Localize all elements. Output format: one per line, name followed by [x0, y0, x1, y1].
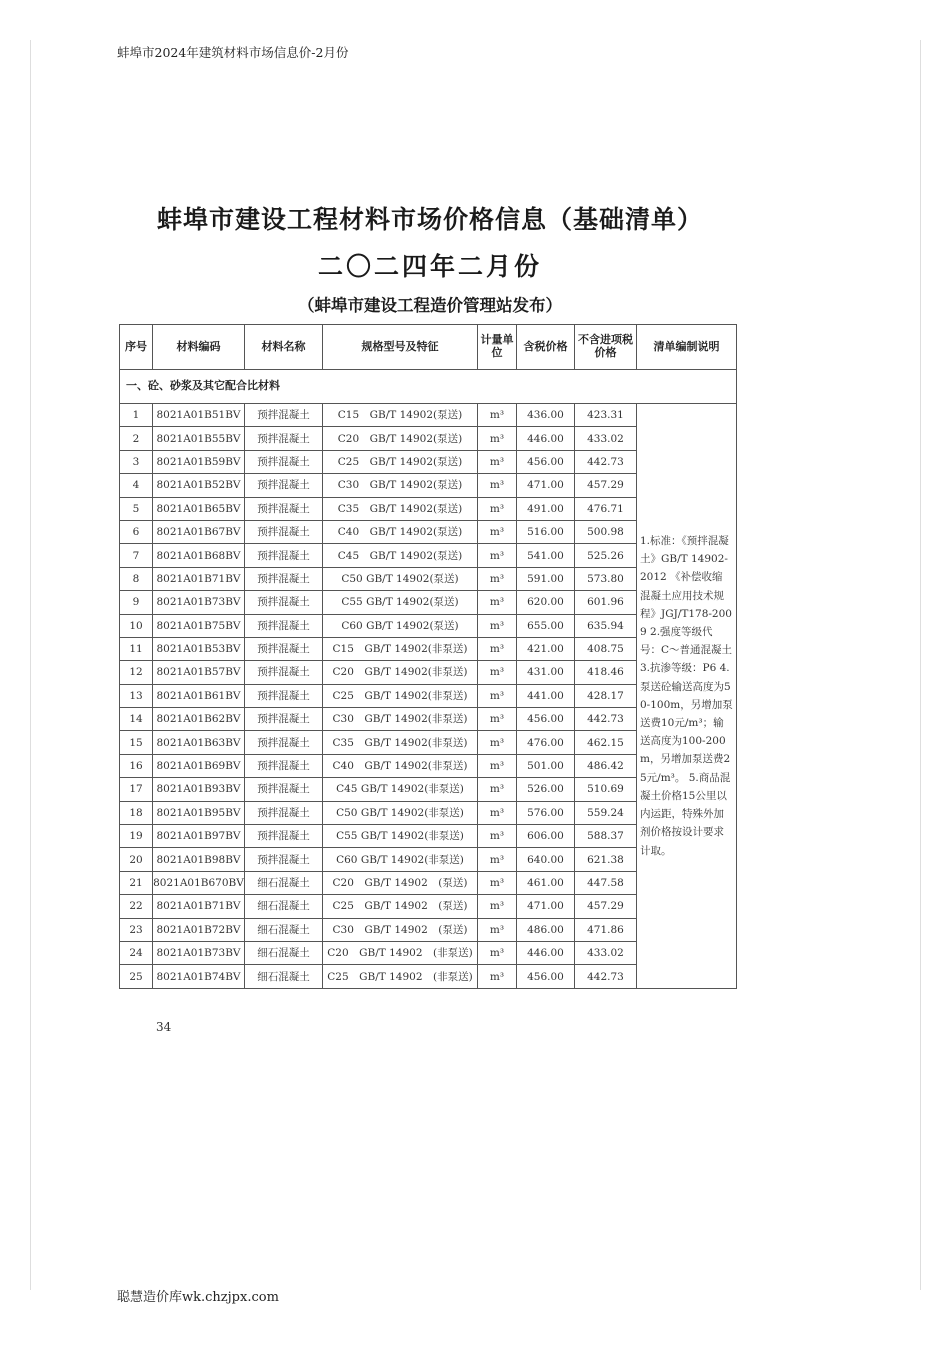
- row-price-notax: 621.38: [575, 848, 637, 871]
- row-name: 预拌混凝土: [245, 404, 323, 427]
- row-price-notax: 471.86: [575, 918, 637, 941]
- row-name: 预拌混凝土: [245, 544, 323, 567]
- row-seq: 13: [120, 684, 153, 707]
- row-price-notax: 635.94: [575, 614, 637, 637]
- row-spec: C40 GB/T 14902(泵送): [323, 520, 478, 543]
- row-name: 预拌混凝土: [245, 497, 323, 520]
- row-price-notax: 442.73: [575, 450, 637, 473]
- row-seq: 7: [120, 544, 153, 567]
- document-title: [0, 200, 950, 236]
- row-price-notax: 476.71: [575, 497, 637, 520]
- row-seq: 14: [120, 708, 153, 731]
- row-seq: 12: [120, 661, 153, 684]
- row-unit: m³: [478, 801, 517, 824]
- row-name: 预拌混凝土: [245, 450, 323, 473]
- row-price-tax: 446.00: [517, 427, 575, 450]
- row-spec: C50 GB/T 14902(非泵送): [323, 801, 478, 824]
- row-spec: C25 GB/T 14902 (非泵送): [323, 965, 478, 988]
- row-code: 8021A01B57BV: [153, 661, 245, 684]
- row-seq: 19: [120, 825, 153, 848]
- row-price-notax: 442.73: [575, 965, 637, 988]
- row-name: 预拌混凝土: [245, 801, 323, 824]
- row-seq: 5: [120, 497, 153, 520]
- row-spec: C45 GB/T 14902(泵送): [323, 544, 478, 567]
- row-unit: m³: [478, 754, 517, 777]
- header-price-tax: 含税价格: [517, 325, 575, 370]
- row-unit: m³: [478, 497, 517, 520]
- row-code: 8021A01B65BV: [153, 497, 245, 520]
- row-seq: 4: [120, 474, 153, 497]
- row-spec: C35 GB/T 14902(非泵送): [323, 731, 478, 754]
- row-price-tax: 471.00: [517, 474, 575, 497]
- row-name: 预拌混凝土: [245, 848, 323, 871]
- row-spec: C25 GB/T 14902(非泵送): [323, 684, 478, 707]
- row-name: 预拌混凝土: [245, 614, 323, 637]
- row-spec: C20 GB/T 14902(泵送): [323, 427, 478, 450]
- row-price-tax: 491.00: [517, 497, 575, 520]
- running-header: 蚌埠市2024年建筑材料市场信息价-2月份: [117, 45, 349, 60]
- row-name: 细石混凝土: [245, 918, 323, 941]
- row-unit: m³: [478, 918, 517, 941]
- row-price-tax: 446.00: [517, 941, 575, 964]
- row-name: 预拌混凝土: [245, 825, 323, 848]
- row-price-tax: 471.00: [517, 895, 575, 918]
- row-spec: C30 GB/T 14902(泵送): [323, 474, 478, 497]
- row-unit: m³: [478, 614, 517, 637]
- row-unit: m³: [478, 591, 517, 614]
- row-unit: m³: [478, 684, 517, 707]
- row-unit: m³: [478, 708, 517, 731]
- row-name: 细石混凝土: [245, 965, 323, 988]
- row-spec: C30 GB/T 14902 (泵送): [323, 918, 478, 941]
- row-code: 8021A01B97BV: [153, 825, 245, 848]
- row-price-notax: 462.15: [575, 731, 637, 754]
- header-unit: 计量单位: [478, 325, 517, 370]
- row-seq: 3: [120, 450, 153, 473]
- row-price-tax: 591.00: [517, 567, 575, 590]
- row-name: 细石混凝土: [245, 895, 323, 918]
- row-unit: m³: [478, 871, 517, 894]
- row-price-tax: 501.00: [517, 754, 575, 777]
- row-spec: C20 GB/T 14902 (泵送): [323, 871, 478, 894]
- row-unit: m³: [478, 965, 517, 988]
- row-code: 8021A01B69BV: [153, 754, 245, 777]
- table-header-row: [120, 325, 737, 370]
- row-seq: 18: [120, 801, 153, 824]
- row-price-notax: 447.58: [575, 871, 637, 894]
- row-price-tax: 461.00: [517, 871, 575, 894]
- row-name: 预拌混凝土: [245, 684, 323, 707]
- row-spec: C45 GB/T 14902(非泵送): [323, 778, 478, 801]
- row-price-tax: 456.00: [517, 708, 575, 731]
- row-unit: m³: [478, 778, 517, 801]
- row-price-tax: 620.00: [517, 591, 575, 614]
- row-code: 8021A01B73BV: [153, 941, 245, 964]
- row-name: 预拌混凝土: [245, 567, 323, 590]
- row-spec: C55 GB/T 14902(非泵送): [323, 825, 478, 848]
- row-seq: 24: [120, 941, 153, 964]
- row-unit: m³: [478, 404, 517, 427]
- row-price-notax: 433.02: [575, 941, 637, 964]
- row-code: 8021A01B55BV: [153, 427, 245, 450]
- table-row: [120, 404, 737, 427]
- row-price-notax: 457.29: [575, 895, 637, 918]
- row-unit: m³: [478, 520, 517, 543]
- row-seq: 9: [120, 591, 153, 614]
- row-unit: m³: [478, 825, 517, 848]
- row-seq: 11: [120, 637, 153, 660]
- row-price-notax: 457.29: [575, 474, 637, 497]
- row-code: 8021A01B51BV: [153, 404, 245, 427]
- document-title-text: 蚌埠市建设工程材料市场价格信息（基础清单）: [156, 205, 703, 234]
- row-code: 8021A01B93BV: [153, 778, 245, 801]
- row-name: 细石混凝土: [245, 941, 323, 964]
- header-price-notax: 不含进项税价格: [575, 325, 637, 370]
- page-number: 34: [156, 1020, 172, 1034]
- row-unit: m³: [478, 637, 517, 660]
- row-code: 8021A01B75BV: [153, 614, 245, 637]
- row-name: 预拌混凝土: [245, 708, 323, 731]
- row-price-notax: 486.42: [575, 754, 637, 777]
- row-seq: 20: [120, 848, 153, 871]
- row-code: 8021A01B53BV: [153, 637, 245, 660]
- row-code: 8021A01B95BV: [153, 801, 245, 824]
- header-seq: 序号: [120, 325, 153, 370]
- row-code: 8021A01B74BV: [153, 965, 245, 988]
- row-spec: C35 GB/T 14902(泵送): [323, 497, 478, 520]
- row-price-notax: 433.02: [575, 427, 637, 450]
- row-seq: 6: [120, 520, 153, 543]
- section-title: 一、砼、砂浆及其它配合比材料: [120, 370, 737, 404]
- row-code: 8021A01B98BV: [153, 848, 245, 871]
- row-price-tax: 526.00: [517, 778, 575, 801]
- header-code: 材料编码: [153, 325, 245, 370]
- row-price-notax: 418.46: [575, 661, 637, 684]
- row-seq: 15: [120, 731, 153, 754]
- row-spec: C60 GB/T 14902(泵送): [323, 614, 478, 637]
- document-publisher: [0, 292, 950, 316]
- row-code: 8021A01B670BV: [153, 871, 245, 894]
- row-price-notax: 559.24: [575, 801, 637, 824]
- row-code: 8021A01B59BV: [153, 450, 245, 473]
- row-spec: C15 GB/T 14902(非泵送): [323, 637, 478, 660]
- footer-site: 聪慧造价库wk.chzjpx.com: [117, 1290, 279, 1305]
- row-seq: 25: [120, 965, 153, 988]
- row-name: 预拌混凝土: [245, 778, 323, 801]
- row-spec: C60 GB/T 14902(非泵送): [323, 848, 478, 871]
- document-publisher-text: （蚌埠市建设工程造价管理站发布）: [298, 296, 562, 315]
- price-table: [119, 324, 737, 989]
- row-code: 8021A01B63BV: [153, 731, 245, 754]
- note-cell: 1.标准：《预拌混凝土》GB/T 14902-2012 《补偿收缩混凝土应用技术规程》JGJ/T178-2009 2.强度等级代号：C～普通混凝土 3.抗渗等级：P6 4.泵送砼输送高度为50-100m，另增加泵送费10元/m³；输送高度为100-200m，另增加泵送费25元/m³。 5.商品混凝土价格15公里以内运距，特殊外加剂价格按设计要求计取。: [637, 404, 737, 989]
- row-name: 细石混凝土: [245, 871, 323, 894]
- row-name: 预拌混凝土: [245, 427, 323, 450]
- row-unit: m³: [478, 450, 517, 473]
- row-price-notax: 510.69: [575, 778, 637, 801]
- row-spec: C30 GB/T 14902(非泵送): [323, 708, 478, 731]
- row-price-tax: 516.00: [517, 520, 575, 543]
- header-note: 清单编制说明: [637, 325, 737, 370]
- document-period-text: 二〇二四年二月份: [317, 252, 542, 281]
- row-code: 8021A01B73BV: [153, 591, 245, 614]
- row-code: 8021A01B67BV: [153, 520, 245, 543]
- row-price-tax: 606.00: [517, 825, 575, 848]
- row-unit: m³: [478, 848, 517, 871]
- row-seq: 10: [120, 614, 153, 637]
- row-unit: m³: [478, 544, 517, 567]
- row-price-notax: 500.98: [575, 520, 637, 543]
- row-name: 预拌混凝土: [245, 754, 323, 777]
- row-price-tax: 436.00: [517, 404, 575, 427]
- row-price-tax: 655.00: [517, 614, 575, 637]
- row-price-notax: 423.31: [575, 404, 637, 427]
- row-spec: C25 GB/T 14902 (泵送): [323, 895, 478, 918]
- row-unit: m³: [478, 567, 517, 590]
- row-name: 预拌混凝土: [245, 637, 323, 660]
- row-spec: C20 GB/T 14902(非泵送): [323, 661, 478, 684]
- row-spec: C20 GB/T 14902 (非泵送): [323, 941, 478, 964]
- row-price-tax: 576.00: [517, 801, 575, 824]
- row-price-notax: 601.96: [575, 591, 637, 614]
- row-seq: 22: [120, 895, 153, 918]
- row-price-notax: 428.17: [575, 684, 637, 707]
- row-spec: C15 GB/T 14902(泵送): [323, 404, 478, 427]
- row-price-tax: 421.00: [517, 637, 575, 660]
- row-code: 8021A01B72BV: [153, 918, 245, 941]
- row-price-tax: 486.00: [517, 918, 575, 941]
- row-code: 8021A01B68BV: [153, 544, 245, 567]
- row-price-tax: 431.00: [517, 661, 575, 684]
- row-name: 预拌混凝土: [245, 520, 323, 543]
- document-period: [0, 247, 950, 283]
- row-seq: 1: [120, 404, 153, 427]
- row-unit: m³: [478, 427, 517, 450]
- row-code: 8021A01B62BV: [153, 708, 245, 731]
- row-price-notax: 573.80: [575, 567, 637, 590]
- row-price-tax: 541.00: [517, 544, 575, 567]
- header-name: 材料名称: [245, 325, 323, 370]
- row-price-notax: 442.73: [575, 708, 637, 731]
- row-price-tax: 456.00: [517, 965, 575, 988]
- row-code: 8021A01B71BV: [153, 895, 245, 918]
- row-spec: C25 GB/T 14902(泵送): [323, 450, 478, 473]
- row-spec: C40 GB/T 14902(非泵送): [323, 754, 478, 777]
- row-code: 8021A01B52BV: [153, 474, 245, 497]
- row-price-tax: 640.00: [517, 848, 575, 871]
- row-unit: m³: [478, 941, 517, 964]
- row-code: 8021A01B61BV: [153, 684, 245, 707]
- row-seq: 8: [120, 567, 153, 590]
- row-price-tax: 441.00: [517, 684, 575, 707]
- row-unit: m³: [478, 895, 517, 918]
- row-name: 预拌混凝土: [245, 591, 323, 614]
- row-price-notax: 408.75: [575, 637, 637, 660]
- row-seq: 2: [120, 427, 153, 450]
- row-seq: 21: [120, 871, 153, 894]
- row-unit: m³: [478, 661, 517, 684]
- row-price-tax: 456.00: [517, 450, 575, 473]
- row-name: 预拌混凝土: [245, 474, 323, 497]
- row-price-notax: 525.26: [575, 544, 637, 567]
- row-unit: m³: [478, 474, 517, 497]
- row-name: 预拌混凝土: [245, 661, 323, 684]
- row-name: 预拌混凝土: [245, 731, 323, 754]
- row-unit: m³: [478, 731, 517, 754]
- row-price-notax: 588.37: [575, 825, 637, 848]
- row-seq: 17: [120, 778, 153, 801]
- row-spec: C55 GB/T 14902(泵送): [323, 591, 478, 614]
- row-seq: 23: [120, 918, 153, 941]
- section-row: [120, 370, 737, 404]
- row-seq: 16: [120, 754, 153, 777]
- row-spec: C50 GB/T 14902(泵送): [323, 567, 478, 590]
- row-code: 8021A01B71BV: [153, 567, 245, 590]
- header-spec: 规格型号及特征: [323, 325, 478, 370]
- row-price-tax: 476.00: [517, 731, 575, 754]
